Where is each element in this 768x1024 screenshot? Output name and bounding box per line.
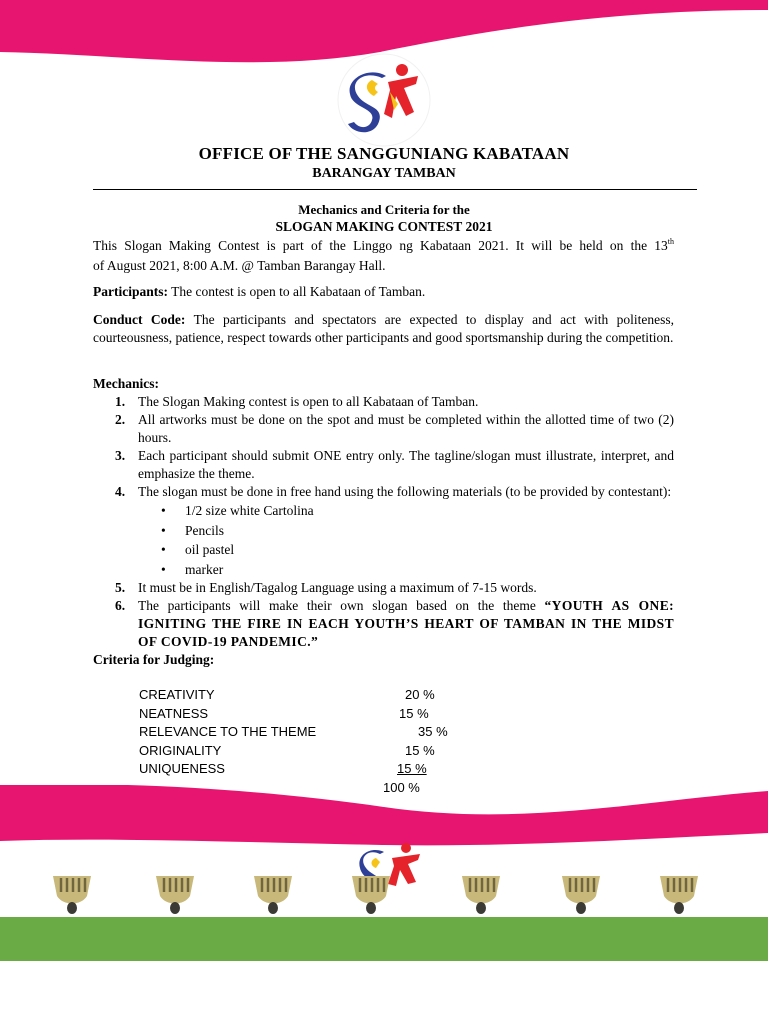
list-item <box>93 597 674 651</box>
material-item: • 1/2 size white Cartolina <box>93 501 674 521</box>
barangay-subtitle: BARANGAY TAMBAN <box>312 166 456 181</box>
logo-text: SK <box>334 52 336 53</box>
criteria-row <box>139 687 459 706</box>
intro-text-b: of August 2021, 8:00 A.M. @ Tamban Barangay Hall. <box>93 258 386 273</box>
office-title: OFFICE OF THE SANGGUNIANG KABATAAN <box>198 144 570 163</box>
criteria-name: UNIQUENESS <box>139 761 225 776</box>
item-text: It must be in English/Tagalog Language using a maximum of 7-15 words. <box>138 580 537 595</box>
intro-paragraph <box>93 237 674 275</box>
criteria-percent: 15 % <box>405 742 435 758</box>
materials-list <box>93 501 674 579</box>
item-text: All artworks must be done on the spot and must be completed within the allotted time of two (2) hours. <box>138 412 674 445</box>
doc-title-line1: Mechanics and Criteria for the <box>298 202 470 217</box>
item-number: 2. <box>115 412 126 427</box>
contest-theme: “YOUTH AS ONE: IGNITING THE FIRE IN EACH YOUTH’S HEART OF TAMBAN IN THE MIDST OF COVID-19 PANDEMIC.” <box>138 598 674 649</box>
conduct-label: Conduct Code: <box>93 312 186 327</box>
criteria-percent: 15 % <box>397 761 427 776</box>
torch-icon <box>150 874 200 914</box>
intro-superscript: th <box>667 237 674 246</box>
participants-paragraph <box>93 283 674 301</box>
item-number: 3. <box>115 448 126 463</box>
criteria-total: 100 % <box>383 780 420 795</box>
criteria-name: ORIGINALITY <box>139 742 222 758</box>
mechanics-section <box>93 375 674 669</box>
criteria-row <box>139 706 459 725</box>
conduct-paragraph <box>93 311 674 347</box>
criteria-name: RELEVANCE TO THE THEME <box>139 724 317 739</box>
list-item <box>93 411 674 447</box>
item-number: 6. <box>115 598 126 613</box>
participants-label: Participants: <box>93 284 168 299</box>
list-item <box>93 483 674 579</box>
item-text: The slogan must be done in free hand using the following materials (to be provided by contestant): <box>138 484 672 499</box>
sk-logo <box>334 52 434 147</box>
item-number: 1. <box>115 394 126 409</box>
item-text: Each participant should submit ONE entry only. The tagline/slogan must illustrate, interpret, and emphasize the theme. <box>138 448 674 481</box>
criteria-percent: 20 % <box>405 687 435 702</box>
torch-icon <box>556 874 606 914</box>
material-item: • oil pastel <box>93 540 674 560</box>
item-text: The Slogan Making contest is open to all Kabataan of Tamban. <box>138 394 479 409</box>
criteria-row <box>139 724 459 743</box>
criteria-row <box>139 761 459 780</box>
criteria-name: CREATIVITY <box>139 687 215 702</box>
conduct-text: The participants and spectators are expected to display and act with politeness, courteousness, patience, respect towards other participants and good sportsmanship during the competition. <box>93 312 674 345</box>
torch-icon <box>346 874 396 914</box>
list-item <box>93 447 674 483</box>
criteria-percent: 15 % <box>399 705 429 721</box>
torch-icon <box>47 874 97 914</box>
item-text: The participants will make their own slogan based on the theme <box>138 598 545 613</box>
mechanics-list <box>93 393 674 651</box>
item-number: 5. <box>115 580 126 595</box>
criteria-row <box>139 743 459 762</box>
criteria-name: NEATNESS <box>139 705 209 721</box>
item-number: 4. <box>115 484 126 499</box>
criteria-label: Criteria for Judging: <box>93 652 215 667</box>
list-item <box>93 393 674 411</box>
header-divider <box>93 189 697 190</box>
torch-icon <box>248 874 298 914</box>
torch-icon <box>654 874 704 914</box>
criteria-percent: 35 % <box>418 724 448 739</box>
list-item <box>93 579 674 597</box>
intro-text-a: This Slogan Making Contest is part of the Linggo ng Kabataan 2021. It will be held on the 13 <box>93 238 668 253</box>
mechanics-label: Mechanics: <box>93 376 159 391</box>
material-item: • marker <box>93 560 674 580</box>
doc-title-line2: SLOGAN MAKING CONTEST 2021 <box>275 219 493 234</box>
criteria-table <box>139 687 459 780</box>
material-item: • Pencils <box>93 521 674 541</box>
participants-text: The contest is open to all Kabataan of Tamban. <box>168 284 426 299</box>
torch-icon <box>456 874 506 914</box>
